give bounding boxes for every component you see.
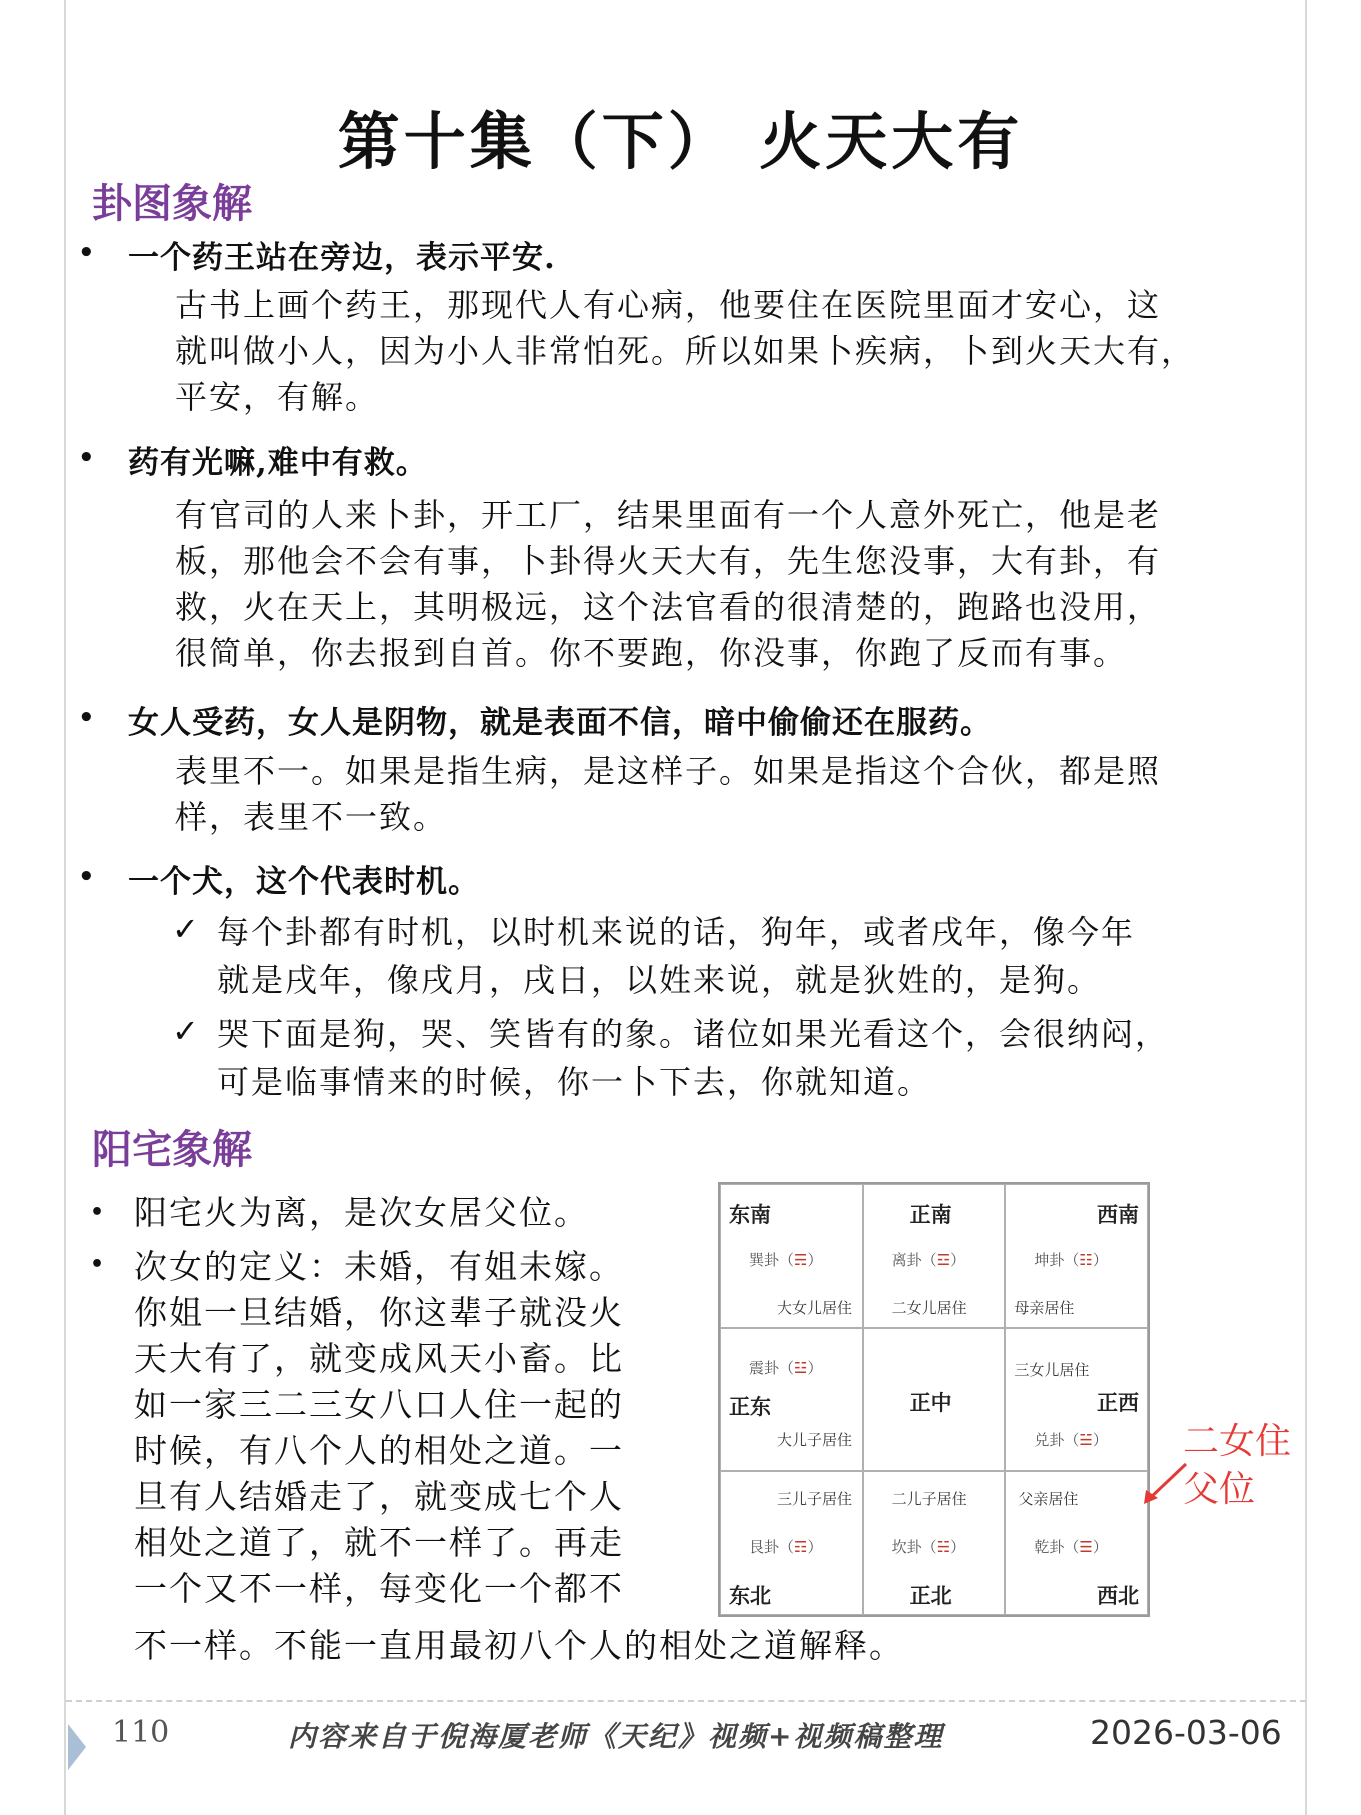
page-border-left [64, 0, 66, 1815]
check-paragraph [217, 908, 1277, 1004]
item-heading: 女人受药，女人是阴物，就是表面不信，暗中偷偷还在服药。 [128, 705, 992, 741]
text-line: 救，火在天上，其明极远，这个法官看的很清楚的，跑路也没用， [175, 588, 1162, 626]
section-title-gua-tu: 卦图象解 [92, 180, 252, 227]
check-paragraph [217, 1010, 1277, 1106]
text-line: 板，那他会不会有事，卜卦得火天大有，先生您没事，大有卦，有 [175, 542, 1162, 580]
gua-label: 巽卦（☴） [749, 1251, 823, 1269]
direction-label: 正南 [909, 1203, 952, 1227]
footer-date: 2026-03-06 [1090, 1713, 1282, 1752]
bullet-dot: • [78, 238, 95, 268]
yang-zhai-last-line: 不一样。不能一直用最初八个人的相处之道解释。 [134, 1626, 904, 1665]
paragraph [175, 282, 1310, 420]
cell-south [863, 1184, 1006, 1328]
gua-label: 艮卦（☶） [749, 1538, 823, 1557]
resident-label: 三儿子居住 [777, 1490, 853, 1509]
direction-label: 东南 [729, 1203, 771, 1227]
yang-zhai-paragraph [134, 1244, 674, 1612]
direction-label: 西北 [1097, 1584, 1139, 1609]
footer-credit: 内容来自于倪海厦老师《天纪》视频+视频稿整理 [288, 1720, 944, 1753]
annotation-label [1183, 1418, 1303, 1514]
text-line: 就是戌年，像戌月，戌日，以姓来说，就是狄姓的，是狗。 [217, 961, 1102, 999]
resident-label: 二儿子居住 [891, 1490, 967, 1509]
bullet-dot: • [78, 703, 95, 733]
direction-label: 正西 [1097, 1390, 1139, 1415]
text-line: 相处之道了，就不一样了。再走 [134, 1523, 624, 1562]
annotation-line: 父位 [1183, 1469, 1256, 1510]
bullet-dot: • [90, 1252, 105, 1277]
gua-label: 兑卦（☱） [1034, 1430, 1108, 1449]
direction-label: 正中 [909, 1390, 952, 1415]
text-line: 可是临事情来的时候，你一卜下去，你就知道。 [217, 1063, 932, 1101]
gua-label: 离卦（☲） [891, 1251, 966, 1269]
red-arrow-icon [1140, 1458, 1190, 1508]
paragraph [175, 492, 1310, 676]
gua-label: 坎卦（☵） [891, 1538, 966, 1557]
gua-label: 震卦（☳） [749, 1358, 823, 1377]
direction-label: 正北 [909, 1584, 952, 1609]
footer-triangle-icon [66, 1722, 88, 1772]
bagua-grid [718, 1182, 1150, 1617]
text-line: 旦有人结婚走了，就变成七个人 [134, 1477, 624, 1516]
cell-west [1005, 1328, 1148, 1472]
text-line: 你姐一旦结婚，你这辈子就没火 [134, 1293, 624, 1332]
resident-label: 母亲居住 [1014, 1299, 1075, 1317]
text-line: 平安，有解。 [175, 378, 380, 416]
bullet-dot: • [90, 1200, 105, 1225]
text-line: 样，表里不一致。 [175, 798, 448, 836]
item-heading: 一个犬，这个代表时机。 [128, 864, 480, 900]
check-icon: ✓ [172, 910, 199, 948]
gua-label: 坤卦（☷） [1034, 1251, 1108, 1269]
item-heading: 药有光嘛,难中有救。 [128, 445, 428, 481]
check-icon: ✓ [172, 1012, 199, 1050]
bullet-dot: • [78, 443, 95, 473]
page-number: 110 [112, 1715, 170, 1750]
cell-southeast [720, 1184, 863, 1328]
cell-northeast [720, 1471, 863, 1615]
text-line: 次女的定义：未婚，有姐未嫁。 [134, 1247, 624, 1286]
item-heading: 一个药王站在旁边，表示平安. [128, 240, 556, 276]
resident-label: 大女儿居住 [777, 1299, 853, 1317]
text-line: 古书上画个药王，那现代人有心病，他要住在医院里面才安心，这 [175, 286, 1162, 324]
text-line: 每个卦都有时机，以时机来说的话，狗年，或者戌年，像今年 [217, 913, 1136, 951]
text-line: 有官司的人来卜卦，开工厂，结果里面有一个人意外死亡，他是老 [175, 496, 1162, 534]
resident-label: 三女儿居住 [1014, 1360, 1090, 1379]
text-line: 表里不一。如果是指生病，是这样子。如果是指这个合伙，都是照 [175, 752, 1162, 790]
cell-center [863, 1328, 1006, 1472]
footer-divider [66, 1700, 1306, 1702]
text-line: 哭下面是狗，哭、笑皆有的象。诸位如果光看这个，会很纳闷， [217, 1015, 1170, 1053]
cell-north [863, 1471, 1006, 1615]
paragraph [175, 748, 1310, 840]
resident-label: 二女儿居住 [891, 1299, 967, 1317]
gua-label: 乾卦（☰） [1034, 1538, 1108, 1557]
direction-label: 西南 [1097, 1203, 1139, 1227]
page-title: 第十集（下） 火天大有 [337, 105, 1024, 178]
section-title-yang-zhai: 阳宅象解 [92, 1126, 252, 1173]
resident-label: 父亲居住 [1018, 1490, 1079, 1509]
direction-label: 正东 [729, 1394, 771, 1419]
cell-southwest [1005, 1184, 1148, 1328]
cell-northwest [1005, 1471, 1148, 1615]
text-line: 很简单，你去报到自首。你不要跑，你没事，你跑了反而有事。 [175, 634, 1128, 672]
text-line: 时候，有八个人的相处之道。一 [134, 1431, 624, 1470]
annotation-line: 二女住 [1183, 1421, 1292, 1462]
page-border-right [1305, 0, 1307, 1815]
text-line: 一个又不一样，每变化一个都不 [134, 1569, 624, 1608]
yang-zhai-line: 阳宅火为离，是次女居父位。 [134, 1193, 589, 1232]
cell-east [720, 1328, 863, 1472]
text-line: 如一家三二三女八口人住一起的 [134, 1385, 624, 1424]
direction-label: 东北 [729, 1584, 771, 1609]
bullet-dot: • [78, 862, 95, 892]
text-line: 就叫做小人，因为小人非常怕死。所以如果卜疾病，卜到火天大有， [175, 332, 1196, 370]
resident-label: 大儿子居住 [777, 1430, 853, 1449]
text-line: 天大有了，就变成风天小畜。比 [134, 1339, 624, 1378]
